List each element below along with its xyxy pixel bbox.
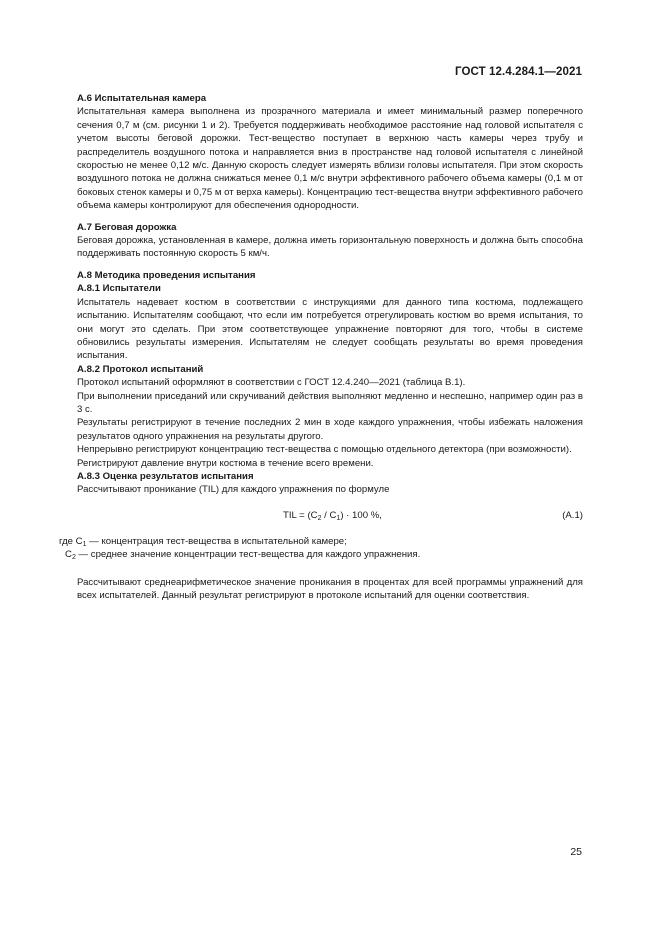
section-title: А.7 Беговая дорожка xyxy=(77,221,177,233)
subsection-title: А.8.2 Протокол испытаний xyxy=(77,363,204,375)
paragraph: Беговая дорожка, установленная в камере, должна иметь горизонтальную поверхность и должна быть способна поддерживать постоянную скорость 5 км/ч. xyxy=(77,235,583,260)
paragraph: Регистрируют давление внутри костюма в течение всего времени. xyxy=(77,457,374,469)
paragraph: Испытательная камера выполнена из прозрачного материала и имеет минимальный размер поперечного сечения 0,7 м (см. рисунки 1 и 2). Требуется поддерживать необходимое расстояние над головой испытателя с учетом высоты беговой дорожки. Тест-вещество поступает в верхнюю часть камеры через трубу и распределитель воздушного потока и направляется вниз в пространстве над головой испытателя с линейной скоростью не менее 0,12 м/с. Данную скорость следует измерять вблизи головы испытателя. При этом скорость воздушного потока не должна снижаться менее 0,1 м/с внутри эффективного рабочего объема камеры (0,1 м от боковых стенок камеры и 0,75 м от верха камеры). Концентрацию тест-вещества внутри эффективного рабочего объема камеры контролируют для обеспечения однородности. xyxy=(77,106,583,212)
document-code: ГОСТ 12.4.284.1—2021 xyxy=(455,66,582,78)
page-number: 25 xyxy=(570,846,582,858)
subsection-title: А.8.3 Оценка результатов испытания xyxy=(77,470,254,482)
formula-legend-c1: где $C_1$ — концентрация тест-вещества в испытательной камере; xyxy=(59,535,347,548)
formula-number: (А.1) xyxy=(562,509,583,521)
section-title: А.8 Методика проведения испытания xyxy=(77,269,256,281)
section-a6 xyxy=(77,92,583,213)
document-body xyxy=(59,92,583,602)
section-a8 xyxy=(59,269,583,603)
formula: TIL = $(C_2 / C_1) \cdot 100$ %, xyxy=(283,509,382,522)
paragraph: Рассчитывают проникание (TIL) для каждого упражнения по формуле xyxy=(77,484,390,496)
section-a7 xyxy=(77,221,583,261)
paragraph: Протокол испытаний оформляют в соответствии с ГОСТ 12.4.240—2021 (таблица В.1). xyxy=(77,377,466,389)
paragraph: Испытатель надевает костюм в соответствии с инструкциями для данного типа костюма, подлежащего испытанию. Испытателям сообщают, что если им потребуется отрегулировать костюм во время испытания, то они могут это сделать. При этом соответствующее упражнение повторяют для того, чтобы в системе обновились результаты измерения. Испытателям не следует сообщать результаты во время проведения испытания. xyxy=(77,296,583,362)
paragraph: Результаты регистрируют в течение последних 2 мин в ходе каждого упражнения, чтобы избежать наложения результатов одного упражнения на результаты другого. xyxy=(77,417,583,442)
formula-a1 xyxy=(77,505,583,525)
section-title: А.6 Испытательная камера xyxy=(77,93,207,104)
paragraph: При выполнении приседаний или скручиваний действия выполняют медленно и неспешно, например один раз в 3 с. xyxy=(77,390,583,415)
formula-legend-c2: $C_2$ — среднее значение концентрации тест-вещества для каждого упражнения. xyxy=(65,549,421,562)
paragraph: Рассчитывают среднеарифметическое значение проникания в процентах для всей программы упражнений для всех испытателей. Данный результат регистрируют в протоколе испытаний для оценки соответствия. xyxy=(77,576,583,601)
paragraph: Непрерывно регистрируют концентрацию тест-вещества с помощью отдельного детектора (при возможности). xyxy=(77,444,572,456)
subsection-title: А.8.1 Испытатели xyxy=(77,283,161,295)
